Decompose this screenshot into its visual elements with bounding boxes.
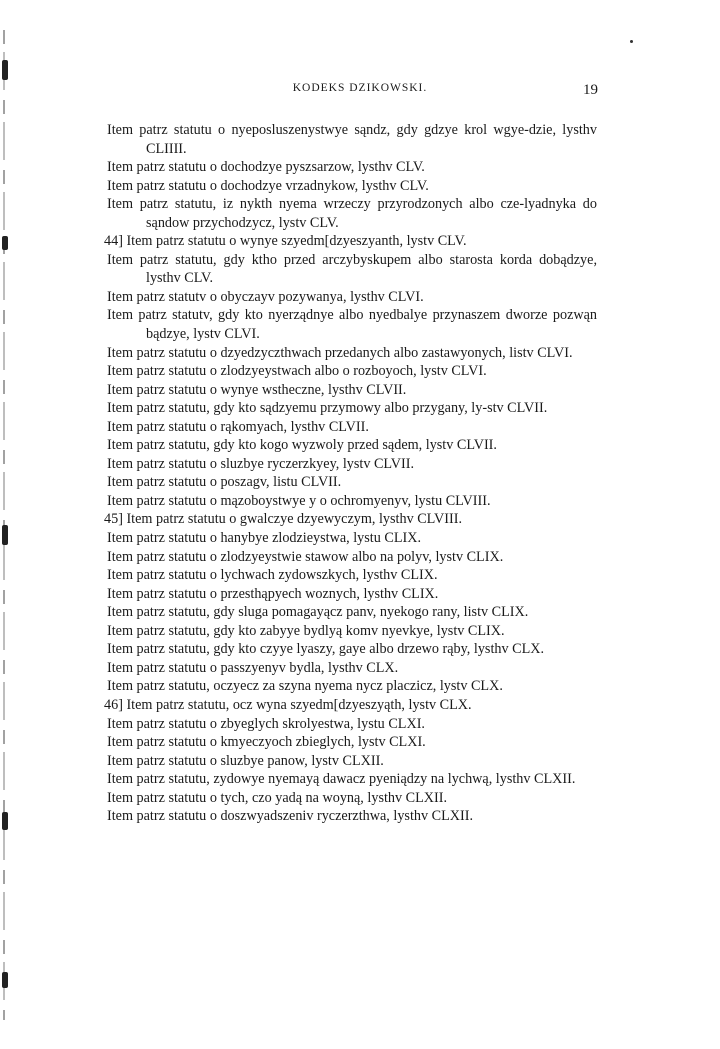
- index-entries: [104, 121, 597, 826]
- entry: Item patrz statutu o zlodzyeystwach albo o rozboyoch, lystv CLVI.: [107, 363, 487, 380]
- entry: Item patrz statutu, oczyecz za szyna nyema nycz placzicz, lystv CLX.: [107, 678, 503, 695]
- entry: Item patrz statutu o poszagv, listu CLVII.: [107, 474, 342, 491]
- entry: Item patrz statutu, gdy ktho przed arczybyskupem albo starosta korda dobądzye, lysthv CLV.: [107, 251, 597, 287]
- entry: Item patrz statutu o hanybye zlodzieystwa, lystu CLIX.: [107, 530, 422, 547]
- page-header: [0, 82, 720, 102]
- entry: Item patrz statutu o lychwach zydowszkych, lysthv CLIX.: [107, 567, 438, 584]
- entry: Item patrz statutv, gdy kto nyerządnye albo nyedbalye przynaszem dworze pozwąn bądzye, lystv CLVI.: [107, 307, 597, 343]
- entry: Item patrz statutv o obyczayv pozywanya, lysthv CLVI.: [107, 288, 424, 305]
- entry: Item patrz statutu, gdy kto kogo wyzwoly przed sądem, lystv CLVII.: [107, 437, 497, 454]
- entry: Item patrz statutu, iz nykth nyema wrzeczy przyrodzonych albo cze-lyadnyka do sąndow przychodzycz, lystv CLV.: [107, 196, 597, 231]
- entry: Item patrz statutu o zbyeglych skrolyestwa, lystu CLXI.: [107, 715, 425, 732]
- entry: Item patrz statutu, zydowye nyemayą dawacz pyeniądzy na lychwą, lysthv CLXII.: [107, 771, 576, 788]
- binding-mark: [2, 236, 8, 250]
- entry: Item patrz statutu, gdy kto czyye lyaszy, gaye albo drzewo rąby, lysthv CLX.: [107, 641, 545, 658]
- entry: Item patrz statutu o tych, czo yadą na woyną, lysthv CLXII.: [107, 789, 448, 806]
- entry: Item patrz statutu o dzyedzyczthwach przedanych albo zastawyonych, listv CLVI.: [107, 344, 573, 361]
- entry-section-marker: 46] Item patrz statutu, ocz wyna szyedm[dzyeszyąth, lystv CLX.: [104, 696, 472, 713]
- entry-section-marker: 44] Item patrz statutu o wynye szyedm[dzyeszyanth, lystv CLV.: [104, 233, 467, 250]
- entry: Item patrz statutu o wynye wstheczne, lysthv CLVII.: [107, 381, 407, 398]
- entry: Item patrz statutu o zlodzyeystwie stawow albo na polyv, lystv CLIX.: [107, 548, 504, 565]
- entry: Item patrz statutu, gdy kto sądzyemu przymowy albo przygany, ly-stv CLVII.: [107, 400, 548, 417]
- entry: Item patrz statutu o mązoboystwye y o ochromyenyv, lystu CLVIII.: [107, 492, 491, 509]
- entry: Item patrz statutu, gdy kto zabyye bydlyą komv nyevkye, lystv CLIX.: [107, 622, 505, 639]
- page-number: 19: [583, 82, 598, 98]
- entry: Item patrz statutu o sluzbye panow, lystv CLXII.: [107, 752, 384, 769]
- entry: Item patrz statutu o kmyeczyoch zbieglych, lystv CLXI.: [107, 734, 426, 751]
- entry: Item patrz statutu o passzyenyv bydla, lysthv CLX.: [107, 659, 399, 676]
- binding-mark: [2, 972, 8, 988]
- entry: Item patrz statutu o sluzbye ryczerzkyey, lystv CLVII.: [107, 455, 415, 472]
- entry-section-marker: 45] Item patrz statutu o gwalczye dzyewyczym, lysthv CLVIII.: [104, 511, 462, 528]
- running-title: KODEKS DZIKOWSKI.: [292, 82, 428, 94]
- entry: Item patrz statutu o doszwyadszeniv ryczerzthwa, lysthv CLXII.: [107, 808, 474, 825]
- binding-mark: [2, 60, 8, 80]
- entry: Item patrz statutu, gdy sluga pomagayącz panv, nyekogo rany, listv CLIX.: [107, 604, 529, 621]
- entry: Item patrz statutu o dochodzye pyszsarzow, lysthv CLV.: [107, 159, 425, 176]
- entry: Item patrz statutu o przesthąpyech woznych, lysthv CLIX.: [107, 585, 439, 602]
- speck: [630, 40, 633, 43]
- entry: Item patrz statutu o rąkomyach, lysthv CLVII.: [107, 418, 369, 435]
- entry: Item patrz statutu o nyeposluszenystwye sąndz, gdy gdzye krol wgye-dzie, lysthv CLIIII.: [107, 122, 597, 157]
- binding-mark: [2, 525, 8, 545]
- entry: Item patrz statutu o dochodzye vrzadnykow, lysthv CLV.: [107, 177, 429, 194]
- binding-mark: [2, 812, 8, 830]
